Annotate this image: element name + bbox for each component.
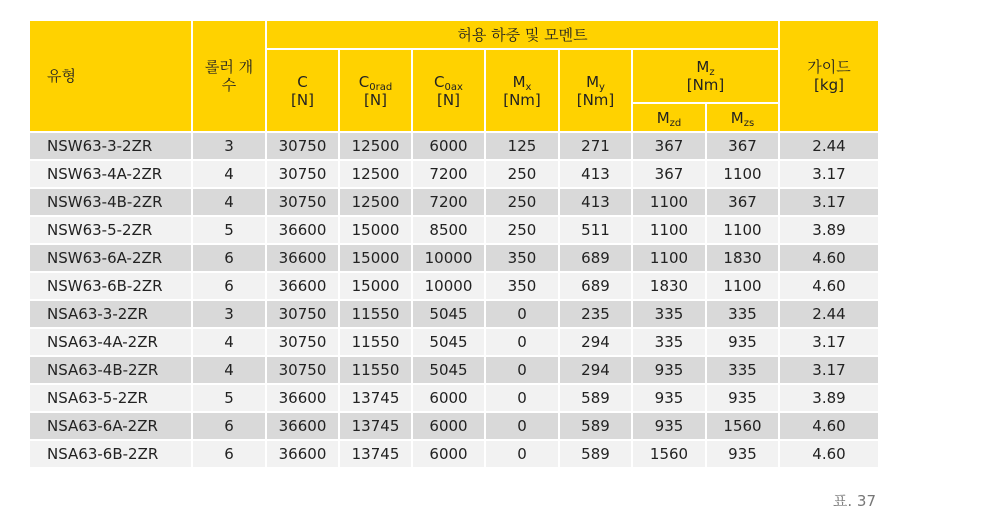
cell-mzs: 367	[706, 188, 779, 216]
table-row	[29, 412, 879, 440]
cell-c0ax: 7200	[412, 160, 485, 188]
cell-rollers: 4	[192, 356, 266, 384]
cell-type: NSA63-5-2ZR	[29, 384, 192, 412]
cell-mzs: 1100	[706, 272, 779, 300]
cell-c0rad: 11550	[339, 356, 412, 384]
cell-mzs: 367	[706, 132, 779, 160]
cell-rollers: 5	[192, 384, 266, 412]
cell-mzd: 1100	[632, 188, 706, 216]
header-c0ax: $C_{0ax}$ [N]	[412, 49, 485, 132]
cell-mzd: 935	[632, 384, 706, 412]
cell-c: 36600	[266, 272, 339, 300]
table-row	[29, 356, 879, 384]
cell-mx: 125	[485, 132, 559, 160]
cell-c: 30750	[266, 300, 339, 328]
cell-mzs: 1100	[706, 216, 779, 244]
table-row	[29, 300, 879, 328]
cell-type: NSA63-6A-2ZR	[29, 412, 192, 440]
cell-mzs: 935	[706, 440, 779, 468]
cell-c0rad: 15000	[339, 216, 412, 244]
cell-c: 36600	[266, 412, 339, 440]
cell-guide: 3.17	[779, 188, 879, 216]
header-load-moment-group: 허용 하중 및 모멘트	[266, 20, 779, 49]
cell-mzd: 935	[632, 356, 706, 384]
header-guide: 가이드 [kg]	[779, 20, 879, 132]
cell-my: 689	[559, 272, 632, 300]
cell-type: NSW63-6A-2ZR	[29, 244, 192, 272]
cell-c0rad: 15000	[339, 244, 412, 272]
table-row	[29, 160, 879, 188]
cell-guide: 3.17	[779, 160, 879, 188]
cell-c: 36600	[266, 244, 339, 272]
cell-c: 36600	[266, 384, 339, 412]
table-row	[29, 188, 879, 216]
cell-mzd: 1100	[632, 244, 706, 272]
cell-c: 30750	[266, 160, 339, 188]
cell-c0ax: 10000	[412, 244, 485, 272]
cell-guide: 2.44	[779, 132, 879, 160]
cell-guide: 3.89	[779, 216, 879, 244]
header-c: C [N]	[266, 49, 339, 132]
cell-c0rad: 12500	[339, 132, 412, 160]
cell-c0ax: 7200	[412, 188, 485, 216]
cell-c0ax: 5045	[412, 300, 485, 328]
cell-type: NSW63-4B-2ZR	[29, 188, 192, 216]
cell-c: 30750	[266, 356, 339, 384]
cell-mx: 0	[485, 440, 559, 468]
cell-mzs: 1100	[706, 160, 779, 188]
table-row	[29, 216, 879, 244]
cell-guide: 4.60	[779, 440, 879, 468]
cell-type: NSA63-6B-2ZR	[29, 440, 192, 468]
cell-c0rad: 12500	[339, 160, 412, 188]
cell-mzd: 1100	[632, 216, 706, 244]
cell-c0ax: 6000	[412, 132, 485, 160]
cell-c: 36600	[266, 440, 339, 468]
cell-c0rad: 12500	[339, 188, 412, 216]
cell-c0rad: 11550	[339, 300, 412, 328]
header-mzs: $M_{zs}$	[706, 103, 779, 132]
cell-mx: 250	[485, 216, 559, 244]
cell-type: NSW63-4A-2ZR	[29, 160, 192, 188]
cell-c: 36600	[266, 216, 339, 244]
header-mz: $M_z$ [Nm]	[632, 49, 779, 103]
cell-my: 413	[559, 160, 632, 188]
header-my: $M_y$ [Nm]	[559, 49, 632, 132]
cell-my: 235	[559, 300, 632, 328]
cell-rollers: 5	[192, 216, 266, 244]
cell-my: 413	[559, 188, 632, 216]
table-row	[29, 328, 879, 356]
cell-c0ax: 5045	[412, 328, 485, 356]
cell-rollers: 6	[192, 412, 266, 440]
cell-mx: 250	[485, 188, 559, 216]
cell-type: NSW63-5-2ZR	[29, 216, 192, 244]
cell-rollers: 4	[192, 328, 266, 356]
cell-guide: 3.17	[779, 356, 879, 384]
cell-rollers: 6	[192, 244, 266, 272]
cell-c0ax: 10000	[412, 272, 485, 300]
cell-guide: 4.60	[779, 412, 879, 440]
load-moment-table	[28, 19, 880, 469]
cell-c0rad: 13745	[339, 440, 412, 468]
cell-mzd: 367	[632, 132, 706, 160]
cell-mzs: 1830	[706, 244, 779, 272]
cell-type: NSW63-3-2ZR	[29, 132, 192, 160]
cell-mzd: 367	[632, 160, 706, 188]
cell-my: 689	[559, 244, 632, 272]
table-caption: 표. 37	[832, 492, 876, 510]
cell-my: 294	[559, 328, 632, 356]
cell-c: 30750	[266, 132, 339, 160]
table-row	[29, 272, 879, 300]
cell-mzd: 1830	[632, 272, 706, 300]
cell-rollers: 6	[192, 272, 266, 300]
cell-rollers: 4	[192, 188, 266, 216]
cell-mx: 250	[485, 160, 559, 188]
cell-type: NSA63-3-2ZR	[29, 300, 192, 328]
cell-guide: 4.60	[779, 272, 879, 300]
header-mzd: $M_{zd}$	[632, 103, 706, 132]
cell-mx: 0	[485, 328, 559, 356]
header-rollers: 롤러 개수	[192, 20, 266, 132]
cell-mx: 0	[485, 412, 559, 440]
cell-mx: 0	[485, 356, 559, 384]
header-c0rad: $C_{0rad}$ [N]	[339, 49, 412, 132]
table-row	[29, 244, 879, 272]
cell-rollers: 3	[192, 300, 266, 328]
table-row	[29, 440, 879, 468]
cell-rollers: 3	[192, 132, 266, 160]
cell-my: 589	[559, 384, 632, 412]
cell-c0rad: 13745	[339, 412, 412, 440]
cell-mzd: 935	[632, 412, 706, 440]
cell-my: 271	[559, 132, 632, 160]
cell-c0ax: 6000	[412, 384, 485, 412]
cell-mzs: 935	[706, 384, 779, 412]
cell-type: NSA63-4A-2ZR	[29, 328, 192, 356]
cell-my: 589	[559, 440, 632, 468]
cell-c0rad: 11550	[339, 328, 412, 356]
cell-mzd: 335	[632, 328, 706, 356]
cell-mzs: 335	[706, 356, 779, 384]
cell-c: 30750	[266, 328, 339, 356]
cell-mzd: 1560	[632, 440, 706, 468]
cell-my: 294	[559, 356, 632, 384]
cell-c0ax: 5045	[412, 356, 485, 384]
table-row	[29, 132, 879, 160]
cell-c0ax: 6000	[412, 412, 485, 440]
cell-mzs: 935	[706, 328, 779, 356]
cell-rollers: 6	[192, 440, 266, 468]
cell-mzs: 1560	[706, 412, 779, 440]
cell-mzs: 335	[706, 300, 779, 328]
cell-type: NSA63-4B-2ZR	[29, 356, 192, 384]
cell-c0ax: 6000	[412, 440, 485, 468]
cell-type: NSW63-6B-2ZR	[29, 272, 192, 300]
cell-c: 30750	[266, 188, 339, 216]
cell-mx: 350	[485, 244, 559, 272]
cell-rollers: 4	[192, 160, 266, 188]
cell-mx: 0	[485, 300, 559, 328]
cell-guide: 3.17	[779, 328, 879, 356]
header-mx: $M_x$ [Nm]	[485, 49, 559, 132]
cell-c0rad: 13745	[339, 384, 412, 412]
cell-guide: 4.60	[779, 244, 879, 272]
cell-c0ax: 8500	[412, 216, 485, 244]
cell-guide: 3.89	[779, 384, 879, 412]
cell-mx: 0	[485, 384, 559, 412]
cell-guide: 2.44	[779, 300, 879, 328]
cell-c0rad: 15000	[339, 272, 412, 300]
cell-my: 589	[559, 412, 632, 440]
cell-mzd: 335	[632, 300, 706, 328]
cell-my: 511	[559, 216, 632, 244]
table-row	[29, 384, 879, 412]
cell-mx: 350	[485, 272, 559, 300]
header-type: 유형	[29, 20, 192, 132]
